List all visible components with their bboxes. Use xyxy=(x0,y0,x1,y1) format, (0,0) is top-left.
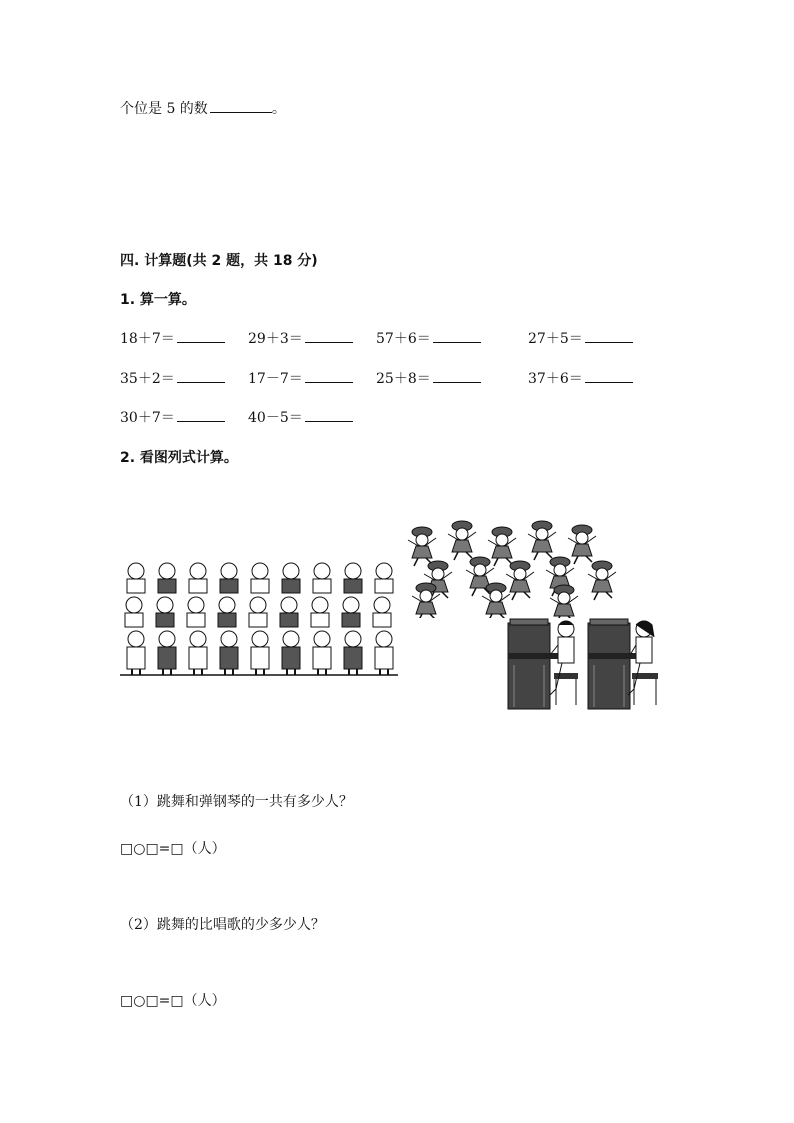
answer-blank[interactable] xyxy=(305,370,353,383)
q1-problem: 40－5＝ xyxy=(248,407,353,427)
dancer-child xyxy=(408,527,436,566)
dancer-child xyxy=(528,521,556,560)
choir-child xyxy=(218,597,236,627)
dancer-child xyxy=(588,561,616,600)
dancers-illustration xyxy=(404,518,644,618)
fragment-text: 个位是 5 的数 xyxy=(120,101,208,117)
dancer-child xyxy=(568,525,596,564)
choir-child xyxy=(189,563,207,593)
choir-child xyxy=(375,631,393,675)
choir-child xyxy=(125,597,143,627)
answer-blank[interactable] xyxy=(585,370,633,383)
choir-child xyxy=(189,631,207,675)
fragment-tail: 。 xyxy=(271,101,286,117)
q2-sub2-question: （2）跳舞的比唱歌的少多少人？ xyxy=(120,917,325,933)
choir-child xyxy=(282,563,300,593)
choir-child xyxy=(280,597,298,627)
choir-child xyxy=(251,563,269,593)
answer-blank[interactable] xyxy=(433,330,481,343)
section-title: 四. 计算题(共 2 题，共 18 分) xyxy=(120,253,318,269)
answer-blank[interactable] xyxy=(433,370,481,383)
answer-blank[interactable] xyxy=(177,409,225,422)
q2-sub2-formula[interactable]: □○□=□（人） xyxy=(120,993,226,1009)
answer-blank[interactable] xyxy=(305,330,353,343)
choir-child xyxy=(375,563,393,593)
q2-title: 2. 看图列式计算。 xyxy=(120,450,238,466)
choir-child xyxy=(249,597,267,627)
fill-blank-fragment xyxy=(120,98,286,118)
choir-child xyxy=(127,563,145,593)
choir-child xyxy=(313,563,331,593)
piano-players-illustration xyxy=(506,615,668,713)
choir-child xyxy=(187,597,205,627)
choir-child xyxy=(344,563,362,593)
choir-child xyxy=(373,597,391,627)
choir-child xyxy=(158,631,176,675)
choir-child xyxy=(156,597,174,627)
q1-title: 1. 算一算。 xyxy=(120,292,196,308)
choir-illustration xyxy=(118,555,400,680)
q1-problem: 30＋7＝ xyxy=(120,407,225,427)
answer-blank[interactable] xyxy=(177,370,225,383)
q1-problem: 17－7＝ xyxy=(248,368,353,388)
answer-blank[interactable] xyxy=(305,409,353,422)
q1-problem: 27＋5＝ xyxy=(528,328,633,348)
choir-child xyxy=(220,563,238,593)
choir-child xyxy=(282,631,300,675)
choir-child xyxy=(311,597,329,627)
choir-child xyxy=(344,631,362,675)
dancer-child xyxy=(550,585,578,618)
q1-problem: 18＋7＝ xyxy=(120,328,225,348)
choir-child xyxy=(127,631,145,675)
choir-child xyxy=(220,631,238,675)
answer-blank[interactable] xyxy=(585,330,633,343)
q2-sub1-formula[interactable]: □○□=□（人） xyxy=(120,841,226,857)
dancer-child xyxy=(448,521,476,560)
choir-child xyxy=(158,563,176,593)
choir-child xyxy=(342,597,360,627)
q1-problem: 29＋3＝ xyxy=(248,328,353,348)
choir-child xyxy=(251,631,269,675)
choir-child xyxy=(313,631,331,675)
dancer-child xyxy=(412,583,440,618)
dancer-child xyxy=(488,527,516,566)
q1-problem: 35＋2＝ xyxy=(120,368,225,388)
answer-blank[interactable] xyxy=(210,100,272,113)
dancer-child xyxy=(506,561,534,600)
dancer-child xyxy=(482,583,510,618)
q2-sub1-question: （1）跳舞和弹钢琴的一共有多少人？ xyxy=(120,794,353,810)
answer-blank[interactable] xyxy=(177,330,225,343)
q1-problem: 37＋6＝ xyxy=(528,368,633,388)
q1-problem: 57＋6＝ xyxy=(376,328,481,348)
q1-problem: 25＋8＝ xyxy=(376,368,481,388)
